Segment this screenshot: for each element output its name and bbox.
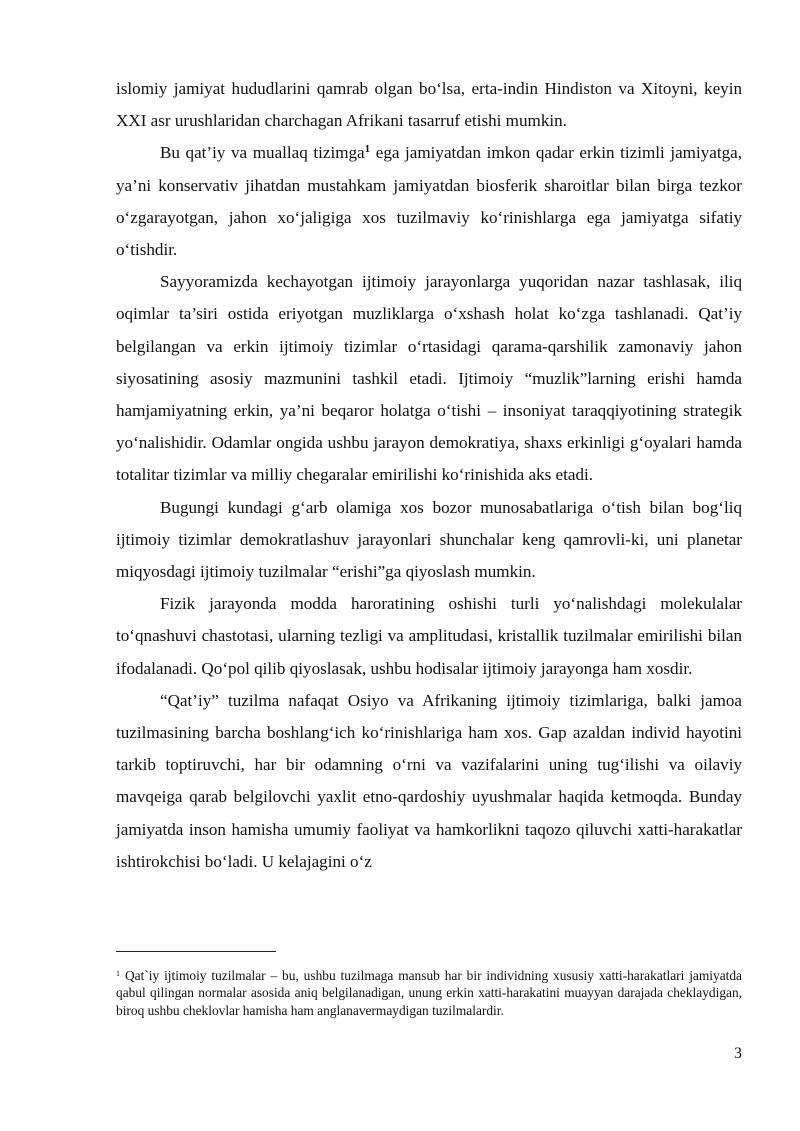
- paragraph-definition: [116, 137, 742, 266]
- paragraph-text: ega jamiyatdan imkon qadar erkin tizimli jamiyatga, ya’ni konservativ jihatdan mustahkam jamiyatdan biosferik sharoitlar bilan birga tezkor o‘zgarayotgan, jahon xo‘jaligiga xos tuzilmaviy ko‘rinishlarga ega jamiyatga sifatiy o‘tishdir.: [116, 143, 742, 260]
- footnote-text: Qat`iy ijtimoiy tuzilmalar – bu, ushbu tuzilmaga mansub har bir individning xususiy xatti-harakatlari jamiyatda qabul qilingan normalar asosida aniq belgilanadigan, unung erkin xatti-harakatini muayyan darajada cheklaydigan, biroq ushbu cheklovlar hamisha ham anglanavermaydigan tuzilmalardir.: [116, 968, 742, 1018]
- paragraph-democratization: Bugungi kundagi g‘arb olamiga xos bozor munosabatlariga o‘tish bilan bog‘liq ijtimoiy tizimlar demokratlashuv jarayonlari shunchalar keng qamrovli-ki, uni planetar miqyosdagi ijtimoiy tuzilmalar “erishi”ga qiyoslash mumkin.: [116, 497, 742, 582]
- footnote: [116, 967, 742, 1019]
- footnote-marker: 1: [116, 969, 120, 978]
- paragraph-text: Bu qat’iy va muallaq tizimga: [160, 143, 365, 163]
- page-body: [116, 73, 742, 878]
- paragraph-glaciers: Sayyoramizda kechayotgan ijtimoiy jarayonlarga yuqoridan nazar tashlasak, iliq oqimlar ta’siri ostida eriyotgan muzliklarga o‘xshash holat ko‘zga tashlanadi. Qat’iy belgilangan va erkin ijtimoiy tizimlar o‘rtasidagi qarama-qarshilik zamonaviy jahon siyosatining asosiy mazmunini tashkil etadi. Ijtimoiy “muzlik”larning erishi hamda hamjamiyatning erkin, ya’ni beqaror holatga o‘tishi – insoniyat taraqqiyotining strategik yo‘nalishidir. Odamlar ongida ushbu jarayon demokratiya, shaxs erkinligi g‘oyalari hamda totalitar tizimlar va milliy chegaralar emirilishi ko‘rinishida aks etadi.: [116, 272, 742, 485]
- footnote-separator: [116, 951, 276, 952]
- paragraph-physical-process: Fizik jarayonda modda haroratining oshishi turli yo‘nalishdagi molekulalar to‘qnashuvi chastotasi, ularning tezligi va amplitudasi, kristallik tuzilmalar emirilishi bilan ifodalanadi. Qo‘pol qilib qiyoslasak, ushbu hodisalar ijtimoiy jarayonga ham xosdir.: [116, 594, 742, 678]
- paragraph-rigid-structure: “Qat’iy” tuzilma nafaqat Osiyo va Afrikaning ijtimoiy tizimlariga, balki jamoa tuzilmasining barcha boshlang‘ich ko‘rinishlariga ham xos. Gap azaldan individ hayotini tarkib toptiruvchi, har bir odamning o‘rni va vazifalarini uning tug‘ilishi va oilaviy mavqeiga qarab belgilovchi yaxlit etno-qardoshiy uyushmalar haqida ketmoqda. Bunday jamiyatda inson hamisha umumiy faoliyat va hamkorlikni taqozo qiluvchi xatti-harakatlar ishtirokchisi bo‘ladi. U kelajagini o‘z: [116, 690, 742, 871]
- footnote-reference[interactable]: 1: [364, 143, 371, 156]
- paragraph-continuation: islomiy jamiyat hududlarini qamrab olgan bo‘lsa, erta-indin Hindiston va Xitoyni, keyin XXI asr urushlaridan charchagan Afrikani tasarruf etishi mumkin.: [116, 79, 742, 131]
- page-number: 3: [734, 1045, 742, 1062]
